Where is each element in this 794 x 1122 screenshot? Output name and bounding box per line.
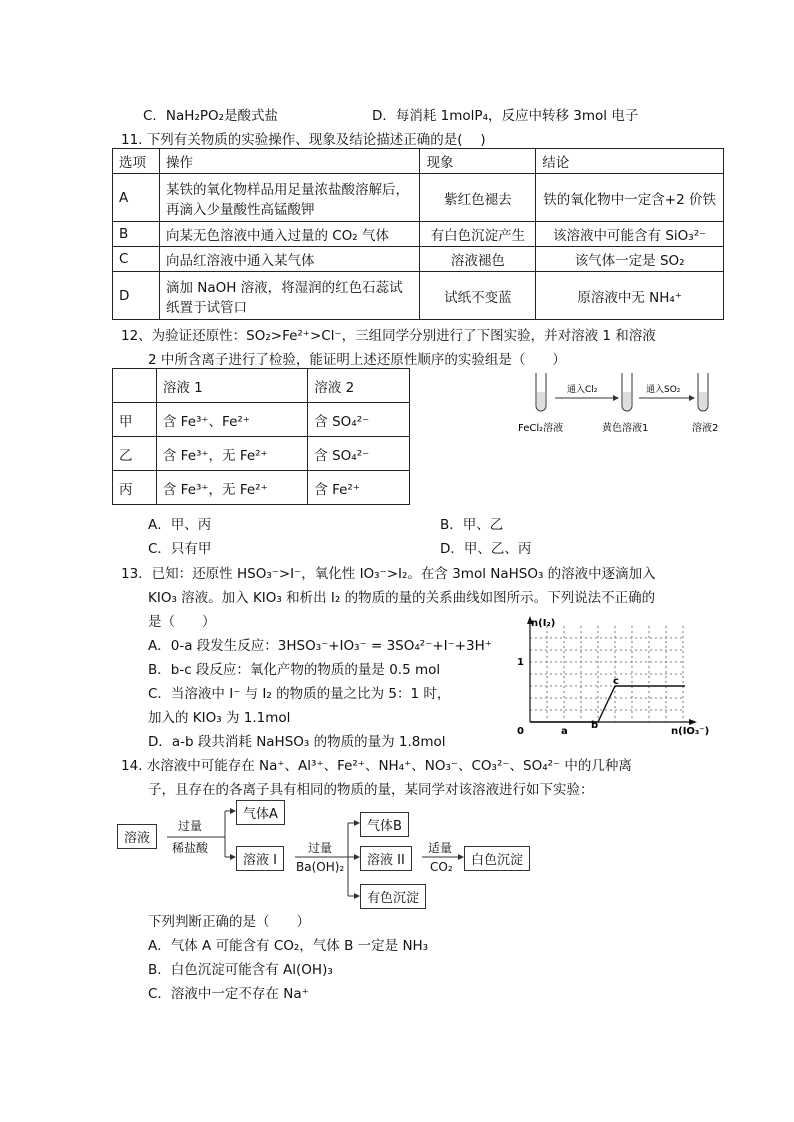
conclusion-cell: 该溶液中可能含有 SiO₃²⁻ [536,222,724,247]
table-header-row [113,149,724,174]
flow-excess2-label: 过量 [308,841,333,855]
q10-option-d: D．每消耗 1molP₄，反应中转移 3mol 电子 [372,108,639,124]
i2-curve [530,686,685,722]
q14-stem-line1: 14. 水溶液中可能存在 Na⁺、Al³⁺、Fe²⁺、NH₄⁺、NO₃⁻、CO₃²⁻、SO₄²⁻ 中的几种离 [121,758,632,774]
option-cell: D [113,272,160,320]
q11-stem: 11. 下列有关物质的实验操作、现象及结论描述正确的是( ) [121,132,486,148]
flow-white-precipitate-box: 白色沉淀 [464,846,530,871]
q10-option-c: C．NaH₂PO₂是酸式盐 [143,108,279,124]
phenomenon-cell: 试纸不变蓝 [420,272,536,320]
table-row [113,437,410,471]
x-axis-label: n(IO₃⁻) [671,726,710,737]
conclusion-cell: 铁的氧化物中一定含+2 价铁 [536,174,724,222]
table-row [113,403,410,437]
flow-solution2-box: 溶液 II [360,846,412,871]
q14-option-b: B．白色沉淀可能含有 Al(OH)₃ [148,962,333,978]
conclusion-cell: 原溶液中无 NH₄⁺ [536,272,724,320]
table-row [113,174,724,222]
conclusion-cell: 该气体一定是 SO₂ [536,247,724,272]
header-cell: 溶液 2 [308,369,410,403]
group-cell: 乙 [113,437,157,471]
flow-solution1-box: 溶液 I [236,846,284,871]
y-axis-label: n(I₂) [531,618,556,629]
solution2-cell: 含 Fe²⁺ [308,471,410,505]
q11-table [112,148,724,320]
solution2-cell: 含 SO₄²⁻ [308,437,410,471]
header-cell [113,369,157,403]
solution1-cell: 含 Fe³⁺、Fe²⁺ [156,403,307,437]
arrow2-label: 通入SO₂ [646,385,681,395]
operation-cell: 向某无色溶液中通入过量的 CO₂ 气体 [159,222,420,247]
q13-option-a: A．0-a 段发生反应：3HSO₃⁻+IO₃⁻ = 3SO₄²⁻+I⁻+3H⁺ [148,638,492,654]
option-cell: B [113,222,160,247]
q14-question: 下列判断正确的是（ ） [148,914,310,930]
header-cell: 现象 [420,149,536,174]
flow-gas-b-box: 气体B [360,812,409,837]
option-cell: C [113,247,160,272]
arrow-icon [639,395,695,401]
phenomenon-cell: 有白色沉淀产生 [420,222,536,247]
q14-option-c: C．溶液中一定不存在 Na⁺ [148,986,309,1002]
q12-stem-line2: 2 中所含离子进行了检验，能证明上述还原性顺序的实验组是（ ） [148,352,566,368]
q12-option-b: B．甲、乙 [440,517,504,533]
group-cell: 丙 [113,471,157,505]
table-row [113,272,724,320]
arrow1-label: 通入Cl₂ [567,385,598,395]
operation-cell: 滴加 NaOH 溶液，将湿润的红色石蕊试纸置于试管口 [159,272,420,320]
q12-stem-line1: 12、为验证还原性：SO₂>Fe²⁺>Cl⁻，三组同学分别进行了下图实验，并对溶液 1 和溶液 [121,328,656,344]
tube1-label: FeCl₂溶液 [518,423,564,434]
flow-co2-label: CO₂ [430,860,453,874]
point-c-label: c [613,676,619,687]
header-cell: 选项 [113,149,160,174]
table-row [113,471,410,505]
q14-option-a: A．气体 A 可能含有 CO₂，气体 B 一定是 NH₃ [148,938,429,954]
q13-option-b: B．b-c 段反应：氧化产物的物质的量是 0.5 mol [148,662,441,678]
phenomenon-cell: 溶液褪色 [420,247,536,272]
phenomenon-cell: 紫红色褪去 [420,174,536,222]
solution1-cell: 含 Fe³⁺，无 Fe²⁺ [156,471,307,505]
q13-stem-line3: 是（ ） [148,614,216,630]
group-cell: 甲 [113,403,157,437]
header-cell: 结论 [536,149,724,174]
flow-gas-a-box: 气体A [236,800,285,825]
flow-baoh-label: Ba(OH)₂ [296,860,345,874]
y-axis [527,616,533,722]
graph-grid [530,626,685,722]
table-row [113,222,724,247]
test-tube-diagram [515,368,730,438]
table-row [113,247,724,272]
tube3-label: 溶液2 [692,423,719,434]
tube2-label: 黄色溶液1 [602,423,649,434]
q13-option-c-line1: C．当溶液中 I⁻ 与 I₂ 的物质的量之比为 5：1 时， [148,686,451,702]
test-tube-icon [698,373,708,411]
q13-option-c-line2: 加入的 KIO₃ 为 1.1mol [148,710,291,726]
q12-option-c: C．只有甲 [148,541,212,557]
test-tube-icon [536,373,546,411]
q14-stem-line2: 子，且存在的各离子具有相同的物质的量，某同学对该溶液进行如下实验： [148,782,594,798]
q12-option-d: D．甲、乙、丙 [440,541,532,557]
flow-solution-box: 溶液 [117,824,157,849]
point-b-label: b [591,720,599,731]
header-cell: 操作 [159,149,420,174]
q12-option-a: A．甲、丙 [148,517,212,533]
flow-proper-label: 适量 [428,841,453,855]
flow-excess1-label: 过量 [178,819,203,833]
q12-table [112,368,410,505]
table-header-row [113,369,410,403]
operation-cell: 某铁的氧化物样品用足量浓盐酸溶解后，再滴入少量酸性高锰酸钾 [159,174,420,222]
header-cell: 溶液 1 [156,369,307,403]
q13-option-d: D．a-b 段共消耗 NaHSO₃ 的物质的量为 1.8mol [148,734,446,750]
flow-hcl-label: 稀盐酸 [172,841,209,855]
origin-label: 0 [517,726,524,737]
solution1-cell: 含 Fe³⁺，无 Fe²⁺ [156,437,307,471]
y-tick-1: 1 [517,657,524,668]
point-a-label: a [561,726,568,737]
solution2-cell: 含 SO₄²⁻ [308,403,410,437]
q13-stem-line1: 13．已知：还原性 HSO₃⁻>I⁻，氧化性 IO₃⁻>I₂。在含 3mol NaHSO₃ 的溶液中逐滴加入 [121,566,656,582]
test-tube-icon [622,373,632,411]
operation-cell: 向品红溶液中通入某气体 [159,247,420,272]
arrow-icon [555,395,619,401]
flow-colored-precipitate-box: 有色沉淀 [360,884,426,909]
q13-graph [505,614,715,744]
q13-stem-line2: KIO₃ 溶液。加入 KIO₃ 和析出 I₂ 的物质的量的关系曲线如图所示。下列说法不正确的 [148,590,656,606]
option-cell: A [113,174,160,222]
